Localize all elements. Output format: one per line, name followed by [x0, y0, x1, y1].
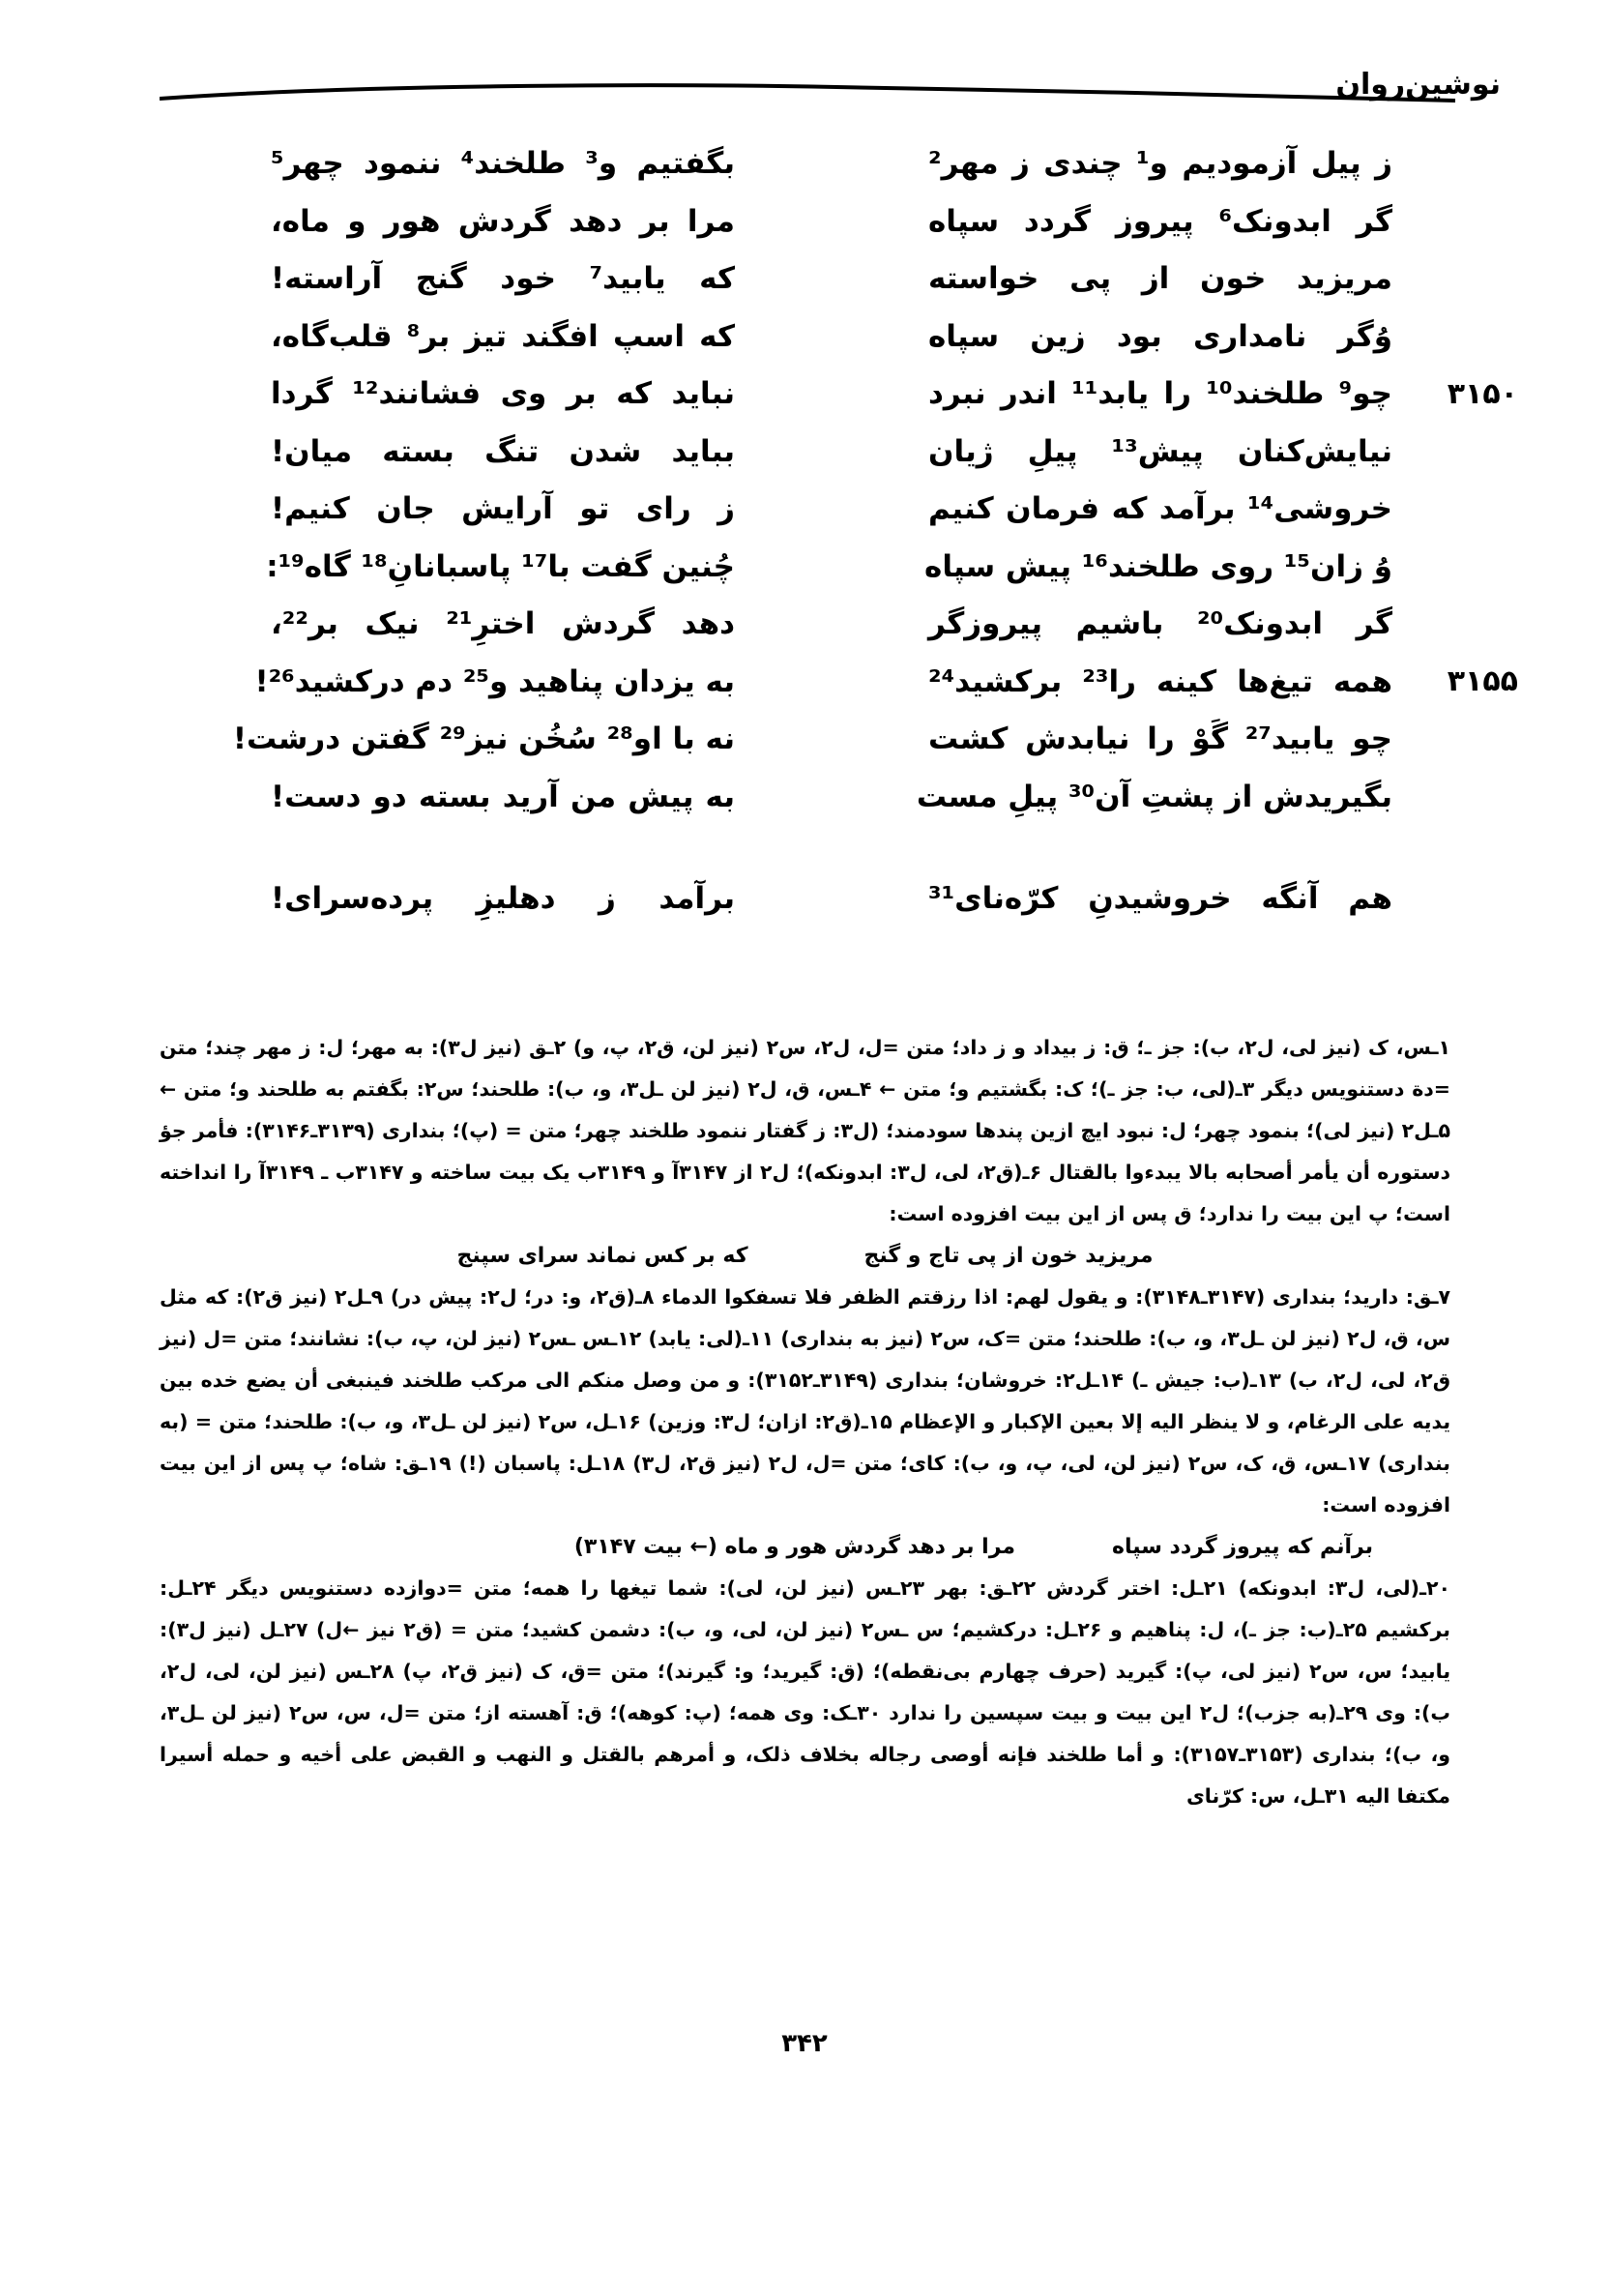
added-verse-second: که بر کس نماند سرای سپنج	[456, 1244, 748, 1268]
hemistich-second: چُنین گفت با¹⁷ پاسبانانِ¹⁸ گاه¹⁹:	[266, 548, 735, 584]
hemistich-first: همه تیغ‌ها کینه را²³ برکشید²⁴	[928, 663, 1392, 699]
hemistich-second: مرا بر دهد گردش هور و ماه،	[271, 203, 735, 239]
footnote-paragraph: ۷ـق: دارید؛ بنداری (۳۱۴۷ـ۳۱۴۸): و یقول لهم: اذا رزقتم الظفر فلا تسفکوا الدماء ۸ـ(ق۲، و: در؛ ل۲: پیش در) ۹ـل۲ (نیز ق۲): که مثل س، ق، ل۲ (نیز لن ـل۳، و، ب): طلحند؛ متن =ک، س۲ (نیز به بنداری) ۱۱ـ(لی: یابد) ۱۲ـس ـس۲ (نیز لن، پ، ب): نشانند؛ متن =ل (نیز ق۲، لی، ل۲، ب) ۱۳ـ(ب: جیش ـ) ۱۴ـل۲: خروشان؛ بنداری (۳۱۴۹ـ۳۱۵۲): و من وصل منکم الی مرکب طلخند فینبغی أن یضع خده بین یدیه علی الرغام، و لا ینظر الیه إلا بعین الإکبار و الإعظام ۱۵ـ(ق۲: ازان؛ ل۳: وزین) ۱۶ـل، س۲ (نیز لن ـل۳، و، ب): طلحند؛ متن = (به بنداری) ۱۷ـس، ق، ک، س۲ (نیز لن، لی، پ، و، ب): کای؛ متن =ل، ل۲ (نیز ق۲، ل۳) ۱۸ـل: پاسبان (!) ۱۹ـق: شاه؛ پ پس از این بیت افزوده است:	[160, 1285, 1451, 1516]
couplet	[261, 424, 1431, 482]
hemistich-second: نه با او²⁸ سُخُن نیز²⁹ گفتن درشت!	[232, 721, 735, 757]
running-title: نوشین‌روان	[1335, 68, 1501, 102]
couplet	[261, 481, 1431, 539]
couplet	[232, 711, 1431, 769]
couplet	[261, 366, 1518, 424]
couplet	[261, 309, 1431, 367]
added-verse-second: مرا بر دهد گردش هور و ماه (← بیت ۳۱۴۷)	[573, 1535, 1016, 1559]
hemistich-second: دهد گردش اخترِ²¹ نیک بر²²،	[271, 606, 735, 642]
hemistich-second: که یابید⁷ خود گنج آراسته!	[271, 261, 736, 297]
hemistich-second: بباید شدن تنگ بسته میان!	[271, 433, 735, 469]
footnote-paragraph: ۱ـس، ک (نیز لی، ل۲، ب): جز ـ؛ ق: ز بیداد و ز داد؛ متن =ل، ل۲، س۲ (نیز لن، ق۲، پ، و) ۲ـق (نیز ل۳): به مهر؛ ل: ز مهر چند؛ متن =دة دستنویس دیگر ۳ـ(لی، ب: جز ـ)؛ ک: بگشتیم و؛ متن ← ۴ـس، ق، ل۲ (نیز لن ـل۳، و، ب): طلحند؛ س۲: بگفتم به طلحند و؛ متن ← ۵ـل۲ (نیز لی)؛ بنمود چهر؛ ل: نبود ایچ ازین پندها سودمند؛ (ل۳: ز گفتار ننمود طلخند چهر؛ متن = (پ)؛ بنداری (۳۱۳۹ـ۳۱۴۶): فأمر جؤ دستوره أن یأمر أصحابه بالا یبدءوا بالقتال ۶ـ(ق۲، لی، ل۳: ابدونکه)؛ ل۲ از ۳۱۴۷آ و ۳۱۴۹ب یک بیت ساخته و ۳۱۴۷ب ـ ۳۱۴۹آ را انداخته است؛ پ این بیت را ندارد؛ ق پس از این بیت افزوده است:	[160, 1036, 1451, 1225]
hemistich-second: ز رای تو آرایش جان کنیم!	[271, 491, 735, 527]
couplet	[261, 769, 1431, 827]
hemistich-second: نباید که بر وی فشانند¹² گردا	[271, 376, 735, 412]
hemistich-first: گر ابدونک⁶ پیروز گردد سپاه	[928, 203, 1392, 239]
footnote-paragraph: ۲۰ـ(لی، ل۳: ابدونکه) ۲۱ـل: اختر گردش ۲۲ـق: بهر ۲۳ـس (نیز لن، لی): شما تیغها را همه؛ متن =دوازده دستنویس دیگر ۲۴ـل: برکشیم ۲۵ـ(ب: جز ـ)، ل: پناهیم و ۲۶ـل: درکشیم؛ س ـس۲ (نیز لن، لی، و، ب): دشمن کشید؛ متن = (ق۲ نیز ←ل) ۲۷ـل (نیز ل۳): یابید؛ س، س۲ (نیز لی، پ): گیرید (حرف چهارم بی‌نقطه)؛ (ق: گیرید؛ و: گیرند)؛ متن =ق، ک (نیز ق۲، پ) ۲۸ـس (نیز لن، لی، ل۲، ب): وی ۲۹ـ(به جزب)؛ ل۲ این بیت و بیت سپسین را ندارد ۳۰ـک: وی همه؛ (پ: کوهه)؛ ق: آهسته از؛ متن =ل، س، س۲ (نیز لن ـل۳، و، ب)؛ بنداری (۳۱۵۳ـ۳۱۵۷): و أما طلخند فإنه أوصی رجاله بخلاف ذلک، و أمرهم بالقتل و النهب و القبض علی أخیه و حمله أسیرا مکتفا الیه ۳۱ـل، س: کرّنای	[160, 1576, 1451, 1808]
couplet	[261, 539, 1431, 597]
couplet	[261, 135, 1431, 193]
verse-section	[232, 135, 1518, 928]
hemistich-first: خروشی¹⁴ برآمد که فرمان کنیم	[928, 491, 1392, 527]
page-number: ۳۴۲	[781, 2029, 828, 2058]
couplet	[261, 250, 1431, 309]
hemistich-first: هم آنگه خروشیدنِ کرّه‌نای³¹	[928, 881, 1392, 917]
footnotes-section	[160, 1027, 1450, 1817]
hemistich-first: مریزید خون از پی خواسته	[928, 261, 1392, 297]
couplet	[254, 654, 1518, 712]
hemistich-first: بگیریدش از پشتِ آن³⁰ پیلِ مست	[916, 779, 1392, 814]
footnote-added-verse	[160, 1526, 1450, 1568]
hemistich-second: به پیش من آرید بسته دو دست!	[271, 779, 735, 814]
couplet	[261, 193, 1431, 251]
hemistich-first: چو⁹ طلخند¹⁰ را یابد¹¹ اندر نبرد	[928, 376, 1392, 412]
hemistich-first: ز پیل آزمودیم و¹ چندی ز مهر²	[928, 146, 1392, 182]
couplet	[261, 596, 1431, 654]
added-verse-first: مریزید خون از پی تاج و گنج	[863, 1244, 1154, 1268]
hemistich-first: چو یابید²⁷ گَوْ را نیابدش کشت	[928, 721, 1392, 757]
header-rule-divider	[160, 79, 1455, 104]
hemistich-first: گر ابدونک²⁰ باشیم پیروزگر	[928, 606, 1392, 642]
verse-number: ۳۱۵۰	[1447, 376, 1518, 411]
verse-number: ۳۱۵۵	[1447, 664, 1518, 699]
hemistich-second: برآمد ز دهلیزِ پرده‌سرای!	[271, 881, 735, 917]
hemistich-second: به یزدان پناهید و²⁵ دم درکشید²⁶!	[254, 663, 735, 699]
hemistich-second: که اسپ افگند تیز بر⁸ قلب‌گاه،	[271, 318, 735, 354]
hemistich-first: وُگر نامداری بود زین سپاه	[928, 318, 1392, 354]
added-verse-first: برآنم که پیروز گردد سپاه	[1112, 1535, 1373, 1559]
footnote-added-verse	[160, 1235, 1450, 1277]
couplet	[261, 870, 1431, 928]
hemistich-first: نیایش‌کنان پیش¹³ پیلِ ژیان	[928, 433, 1392, 469]
hemistich-first: وُ زان¹⁵ روی طلخند¹⁶ پیش سپاه	[924, 548, 1392, 584]
hemistich-second: بگفتیم و³ طلخند⁴ ننمود چهر⁵	[271, 146, 735, 182]
